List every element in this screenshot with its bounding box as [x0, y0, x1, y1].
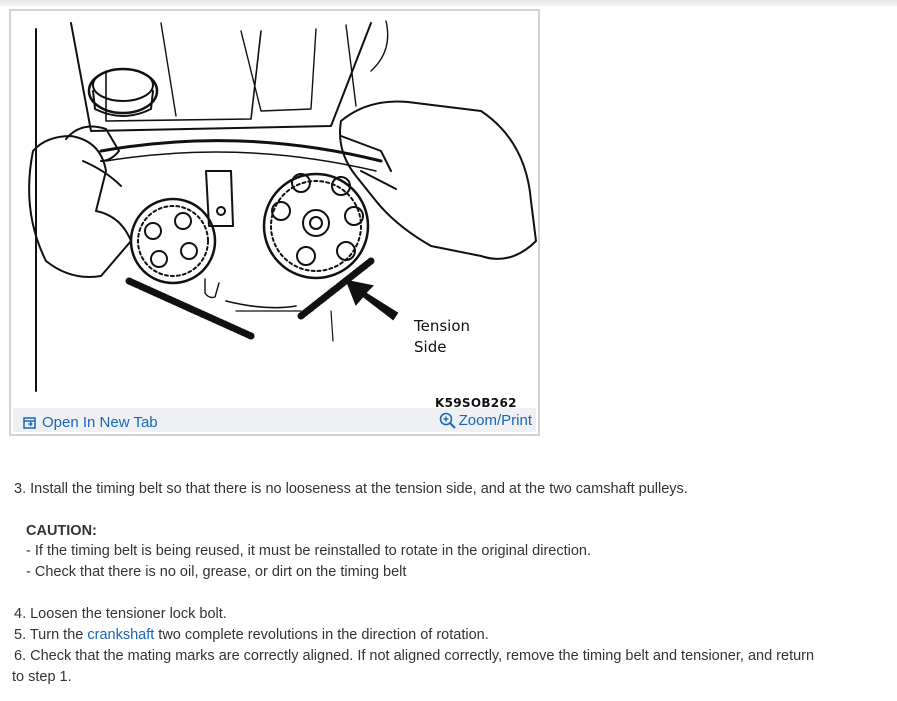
- step-6-line-2: to step 1.: [12, 669, 72, 685]
- figure-code: K59SOB262: [435, 396, 517, 410]
- side-label: Side: [414, 338, 447, 356]
- zoom-print-label: Zoom/Print: [458, 412, 532, 429]
- crankshaft-link[interactable]: crankshaft: [87, 627, 155, 643]
- figure-panel: [9, 9, 540, 436]
- caution-item-2: - Check that there is no oil, grease, or dirt on the timing belt: [26, 564, 407, 580]
- step-4: 4. Loosen the tensioner lock bolt.: [14, 606, 227, 622]
- new-tab-icon: [23, 416, 36, 429]
- step-3: 3. Install the timing belt so that there is no looseness at the tension side, and at the two camshaft pulleys.: [14, 481, 688, 497]
- timing-belt-illustration: [11, 11, 538, 411]
- zoom-print-link[interactable]: [439, 412, 532, 429]
- open-in-new-tab-label: Open In New Tab: [42, 414, 158, 431]
- tension-arrow: [347, 281, 397, 319]
- step-5-suffix: two complete revolutions in the direction of rotation.: [154, 627, 489, 643]
- caution-heading: CAUTION:: [26, 523, 97, 539]
- step-5: [14, 625, 489, 646]
- zoom-in-icon: [439, 412, 456, 429]
- top-strip: [0, 0, 897, 6]
- open-in-new-tab-link[interactable]: [23, 414, 158, 431]
- step-6-line-1: 6. Check that the mating marks are correctly aligned. If not aligned correctly, remove the timing belt and tensioner, and return: [14, 648, 815, 664]
- caution-item-1: - If the timing belt is being reused, it must be reinstalled to rotate in the original direction.: [26, 543, 591, 559]
- tension-label: Tension: [414, 317, 471, 335]
- step-5-prefix: 5. Turn the: [14, 627, 88, 643]
